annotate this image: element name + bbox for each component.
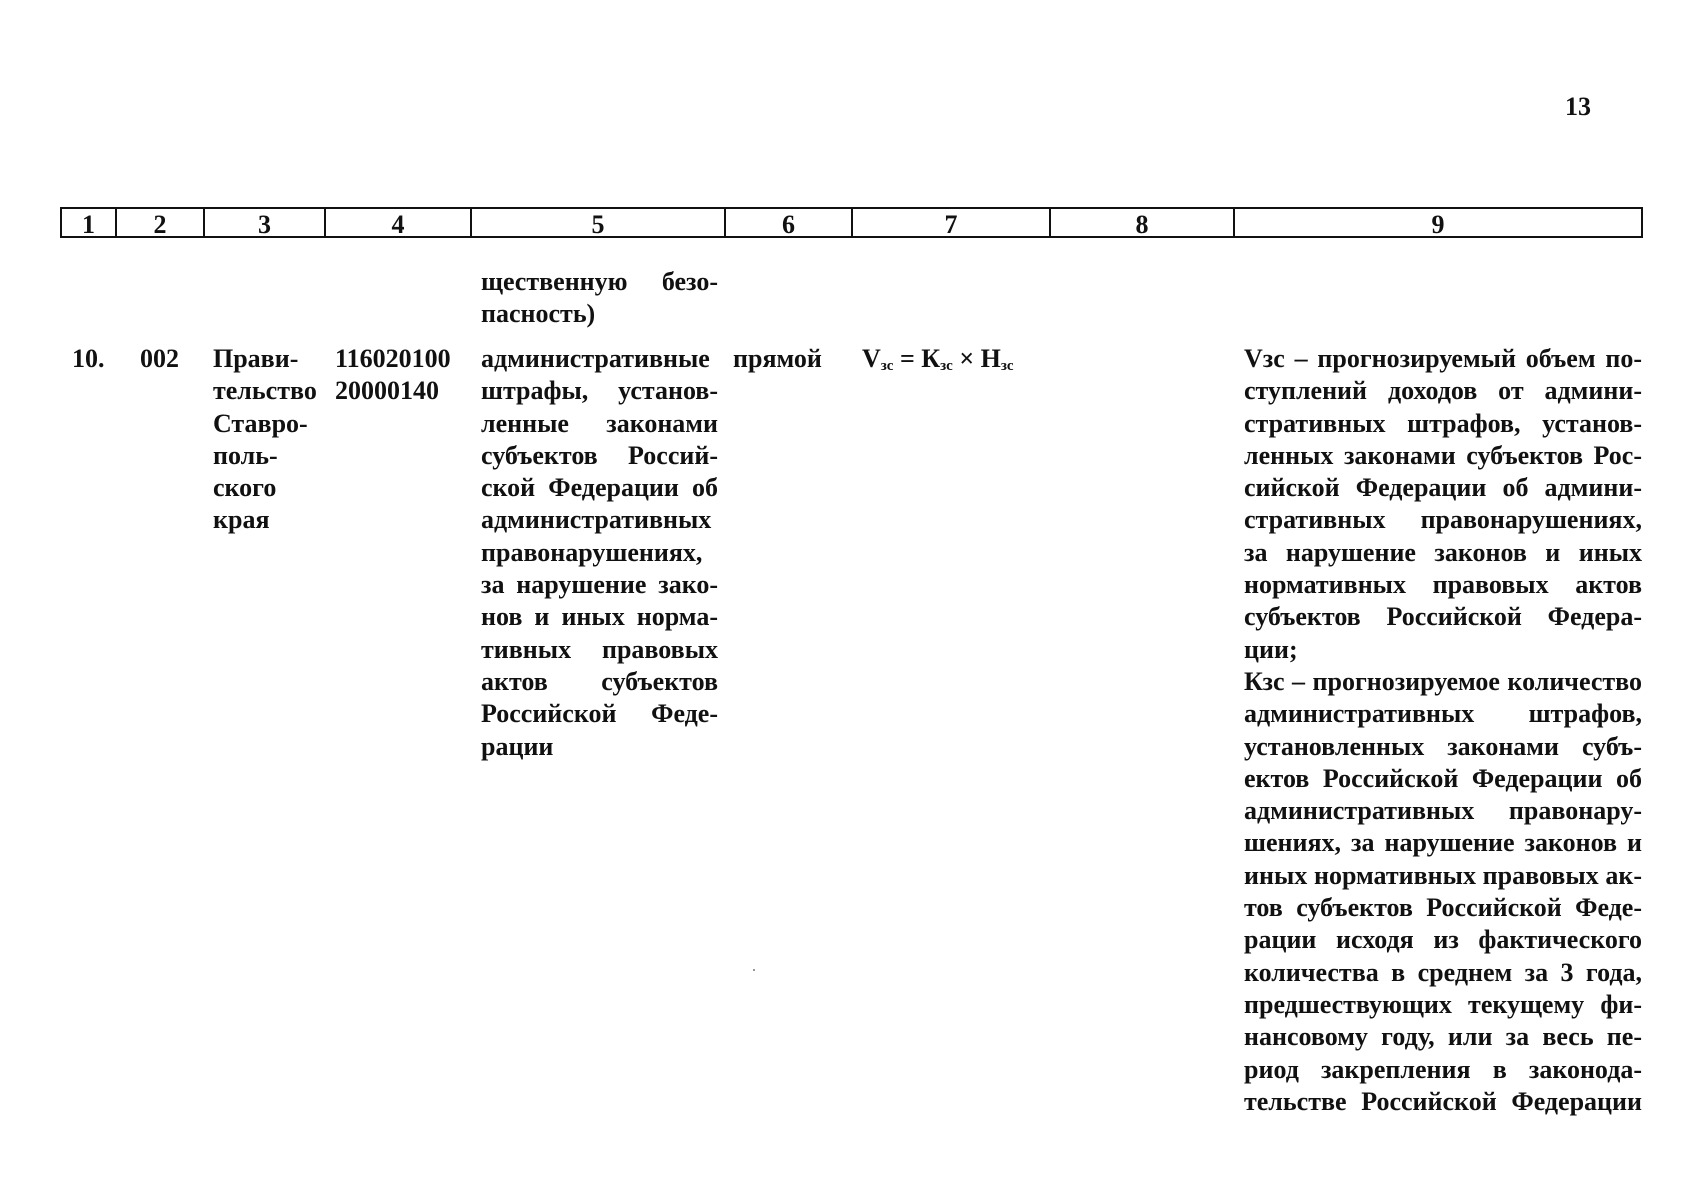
kbk-line: 116020100 bbox=[335, 344, 451, 373]
formula-k: К bbox=[921, 344, 941, 373]
income-line: субъектов Россий- bbox=[481, 440, 718, 470]
income-line: рации bbox=[481, 731, 554, 761]
income-line: штрафы, установ- bbox=[481, 376, 718, 406]
description-line: ступлений доходов от админи- bbox=[1244, 376, 1642, 406]
formula-eq: = bbox=[893, 344, 922, 373]
admin-line: Ставро- bbox=[213, 408, 308, 438]
formula-k-sub: зс bbox=[940, 358, 953, 374]
description-line: ленных законами субъектов Рос- bbox=[1244, 440, 1642, 470]
formula-times: × bbox=[952, 344, 981, 373]
description-line: тов субъектов Российской Феде- bbox=[1244, 893, 1642, 923]
admin-line: Прави- bbox=[213, 344, 299, 373]
row-code: 002 bbox=[140, 344, 179, 373]
formula-v-sub: зс bbox=[880, 358, 894, 374]
row-number: 10. bbox=[72, 344, 105, 373]
income-line: актов субъектов bbox=[481, 666, 718, 696]
header-col-4: 4 bbox=[326, 207, 472, 238]
header-col-1: 1 bbox=[60, 207, 117, 238]
header-col-7: 7 bbox=[853, 207, 1051, 238]
kbk-line: 20000140 bbox=[335, 376, 439, 406]
income-line: правонарушениях, bbox=[481, 537, 703, 567]
description-line: ектов Российской Федерации об bbox=[1244, 763, 1642, 793]
description-line: стративных штрафов, установ- bbox=[1244, 408, 1642, 438]
description-line: нансовому году, или за весь пе- bbox=[1244, 1022, 1642, 1052]
description-line: нормативных правовых актов bbox=[1244, 570, 1642, 600]
income-line: Российской Феде- bbox=[481, 699, 718, 729]
admin-line: ского bbox=[213, 473, 277, 503]
forecast-formula bbox=[862, 343, 1014, 375]
header-col-5: 5 bbox=[472, 207, 726, 238]
description bbox=[1244, 343, 1642, 1118]
page-number: 13 bbox=[1565, 92, 1591, 121]
continuation-text bbox=[481, 266, 718, 331]
description-line: административных правонару- bbox=[1244, 796, 1642, 826]
formula-n: Н bbox=[980, 344, 1001, 373]
formula-v: V bbox=[862, 344, 881, 373]
income-line: тивных правовых bbox=[481, 634, 718, 664]
header-col-3: 3 bbox=[205, 207, 326, 238]
description-line: риод закрепления в законода- bbox=[1244, 1054, 1642, 1084]
income-line: административных bbox=[481, 505, 712, 535]
income-line: административные bbox=[481, 344, 710, 373]
header-col-9: 9 bbox=[1235, 207, 1643, 238]
admin-line: поль- bbox=[213, 440, 278, 470]
kbk-code bbox=[335, 343, 451, 408]
income-line: нов и иных норма- bbox=[481, 602, 718, 632]
income-line: за нарушение зако- bbox=[481, 570, 718, 600]
description-line: шениях, за нарушение законов и bbox=[1244, 828, 1642, 858]
description-line: за нарушение законов и иных bbox=[1244, 537, 1642, 567]
admin-line: края bbox=[213, 505, 270, 535]
description-line: административных штрафов, bbox=[1244, 699, 1642, 729]
description-line: иных нормативных правовых ак- bbox=[1244, 860, 1642, 890]
income-name bbox=[481, 343, 718, 763]
description-line: сийской Федерации об админи- bbox=[1244, 473, 1642, 503]
description-line: субъектов Российской Федера- bbox=[1244, 602, 1642, 632]
continuation-line: пасность) bbox=[481, 299, 596, 329]
description-line: стративных правонарушениях, bbox=[1244, 505, 1642, 535]
header-col-2: 2 bbox=[117, 207, 205, 238]
continuation-line: щественную безо- bbox=[481, 267, 718, 296]
header-col-6: 6 bbox=[726, 207, 853, 238]
income-line: ской Федерации об bbox=[481, 473, 718, 503]
description-line: количества в среднем за 3 года, bbox=[1244, 957, 1642, 987]
description-line: ции; bbox=[1244, 634, 1298, 664]
admin-line: тельство bbox=[213, 376, 317, 406]
header-col-8: 8 bbox=[1051, 207, 1235, 238]
income-line: ленные законами bbox=[481, 408, 718, 438]
description-line: тельстве Российской Федерации bbox=[1244, 1086, 1642, 1116]
description-line: Vзс – прогнозируемый объем по- bbox=[1244, 344, 1642, 373]
description-line: предшествующих текущему фи- bbox=[1244, 989, 1642, 1019]
admin-name bbox=[213, 343, 317, 537]
description-line: установленных законами субъ- bbox=[1244, 731, 1642, 761]
description-line: рации исходя из фактического bbox=[1244, 925, 1642, 955]
scan-speck bbox=[753, 969, 755, 971]
formula-n-sub: зс bbox=[1000, 358, 1014, 374]
forecast-method: прямой bbox=[733, 344, 822, 373]
description-line: Кзс – прогнозируемое количество bbox=[1244, 666, 1642, 696]
